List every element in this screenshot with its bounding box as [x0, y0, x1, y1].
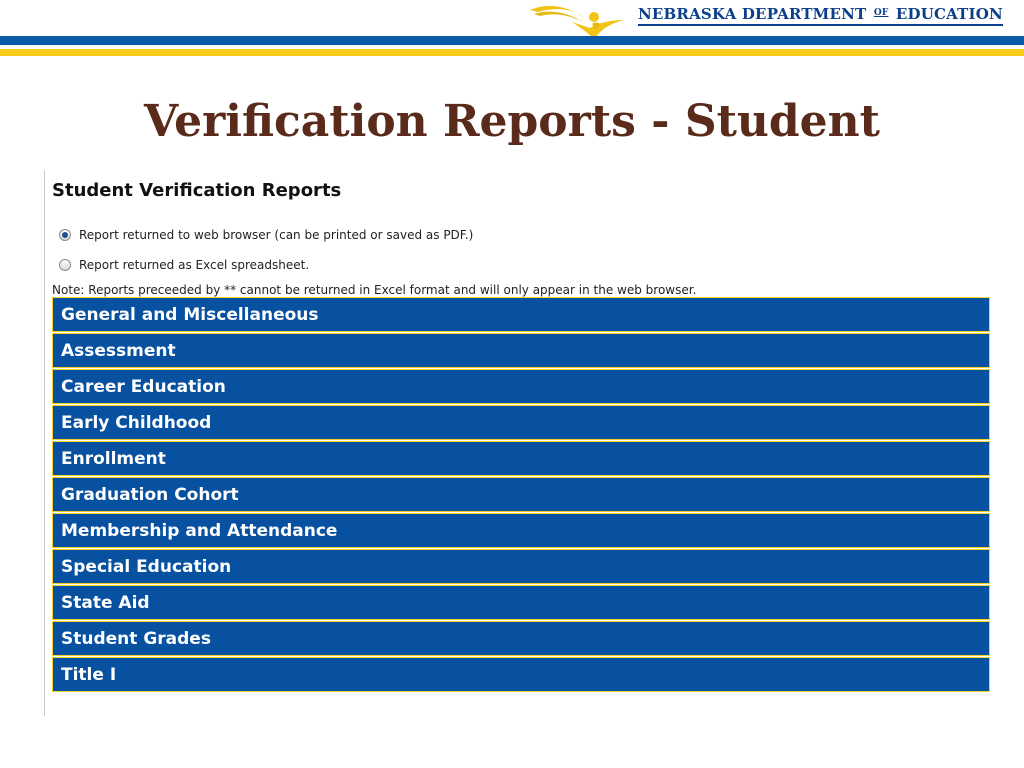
org-name-of: OF: [873, 8, 889, 18]
option-web-browser[interactable]: [59, 228, 473, 242]
section-early-childhood[interactable]: Early Childhood: [52, 405, 990, 440]
org-name-part1: NEBRASKA DEPARTMENT: [638, 5, 867, 23]
nde-swoosh-logo-icon: [528, 0, 638, 36]
panel-heading: Student Verification Reports: [52, 180, 342, 201]
nde-logo: [528, 0, 1008, 36]
section-enrollment[interactable]: Enrollment: [52, 441, 990, 476]
section-student-grades[interactable]: Student Grades: [52, 621, 990, 656]
radio-web-browser[interactable]: [59, 229, 71, 241]
section-assessment[interactable]: Assessment: [52, 333, 990, 368]
section-special-education[interactable]: Special Education: [52, 549, 990, 584]
header-blue-band: [0, 36, 1024, 45]
section-state-aid[interactable]: State Aid: [52, 585, 990, 620]
section-title-i[interactable]: Title I: [52, 657, 990, 692]
student-verification-panel: [44, 170, 995, 716]
excel-note: Note: Reports preceeded by ** cannot be returned in Excel format and will only appear in the web browser.: [52, 283, 697, 297]
section-graduation-cohort[interactable]: Graduation Cohort: [52, 477, 990, 512]
radio-excel[interactable]: [59, 259, 71, 271]
slide-title: Verification Reports - Student: [144, 96, 880, 147]
section-general-and-miscellaneous[interactable]: General and Miscellaneous: [52, 297, 990, 332]
report-section-list: [52, 297, 990, 693]
option-excel[interactable]: [59, 258, 309, 272]
section-career-education[interactable]: Career Education: [52, 369, 990, 404]
org-name-part2: EDUCATION: [895, 5, 1003, 23]
option-excel-label: Report returned as Excel spreadsheet.: [79, 258, 310, 272]
option-web-browser-label: Report returned to web browser (can be printed or saved as PDF.): [79, 228, 474, 242]
header-gold-band: [0, 49, 1024, 56]
section-membership-and-attendance[interactable]: Membership and Attendance: [52, 513, 990, 548]
org-name: [638, 5, 1003, 26]
